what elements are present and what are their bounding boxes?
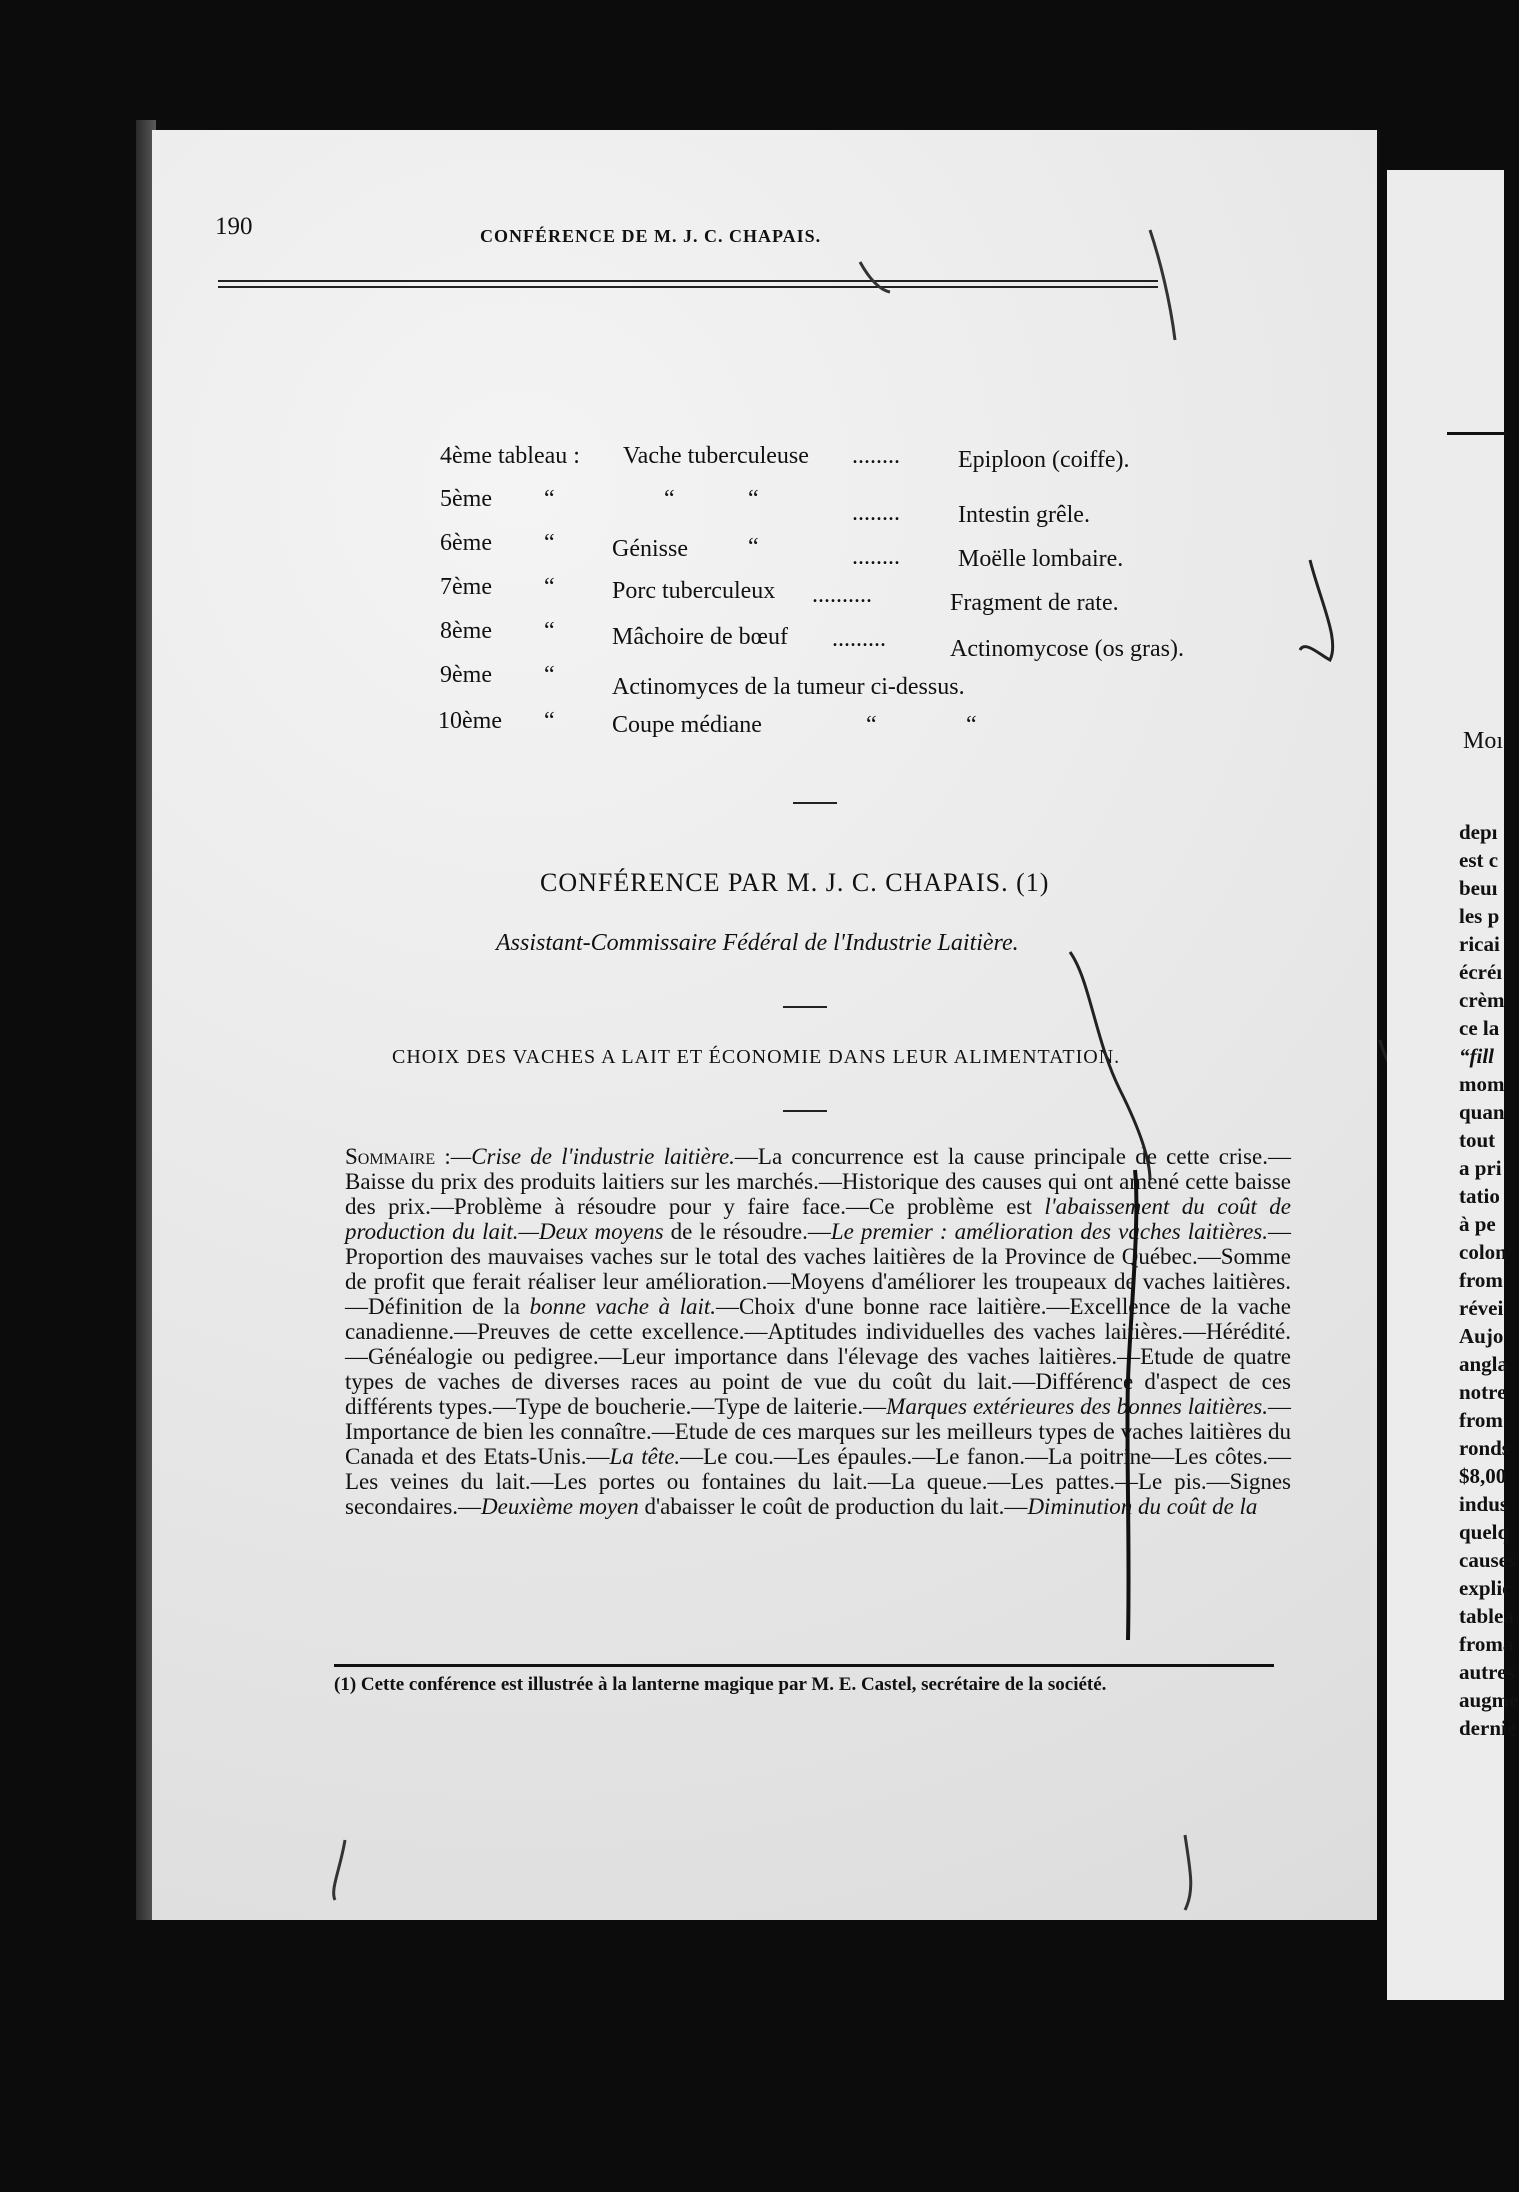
row-subject: Actinomyces de la tumeur ci-dessus. [612,674,965,700]
summary-segment: bonne vache à lait. [529,1294,717,1319]
facing-page-line: tout [1459,1128,1496,1152]
facing-page-line: ce la [1459,1016,1500,1040]
facing-page-line: colon [1459,1240,1507,1264]
facing-page-line: mom [1459,1072,1505,1096]
facing-page-line: angla [1459,1352,1509,1376]
facing-page-line: derniè [1459,1716,1517,1740]
row-subject: Coupe médiane [612,712,762,738]
row-ditto: “ [748,486,759,512]
summary-segment: —Importance de bien les connaître.—Etude de ces marques sur les meilleurs types de vaches laitières du Canada et des Etats-Unis.— [345,1394,1292,1469]
facing-page-line: les p [1459,904,1500,928]
row-leader: ........ [852,443,900,469]
row-subject: “ [664,486,675,512]
summary-segment: —Le cou.—Les épaules.—Le fanon.—La poitrine—Les côtes.—Les veines du lait.—Les portes ou fontaines du lait.—La queue.—Les pattes.—Le pis.—Signes secondaires.— [345,1444,1291,1519]
section-heading: CHOIX DES VACHES A LAIT ET ÉCONOMIE DANS LEUR ALIMENTATION. [392,1046,1121,1068]
facing-page-line: écréı [1459,960,1503,984]
summary-segment: d'abaisser le coût de production du lait.— [638,1494,1028,1519]
row-ordinal: 10ème [438,708,502,734]
row-ditto: “ [544,530,555,556]
row-subject: Mâchoire de bœuf [612,624,788,650]
row-ditto: “ [544,662,555,688]
pen-stroke [860,262,890,292]
row-subject: Vache tuberculeuse [623,443,809,469]
facing-page-line: from [1459,1268,1503,1292]
row-ordinal: 6ème [440,530,492,556]
facing-page [1387,170,1519,2000]
row-subject: Porc tuberculeux [612,578,776,604]
running-head: CONFÉRENCE DE M. J. C. CHAPAIS. [480,226,822,246]
facing-page-line: tablea [1459,1604,1514,1628]
facing-page-line: causes [1459,1548,1517,1572]
facing-page-line: from [1459,1408,1503,1432]
facing-page-line: Aujo [1459,1324,1504,1348]
summary-segment: —Choix d'une bonne race laitière.—Excellence de la vache canadienne.—Preuves de cette excellence.—Aptitudes individuelles des vaches laitières.—Hérédité.—Généalogie ou pedigree.—Leur importance dans l'élevage des vaches laitières.—Etude de quatre types de vaches de diverses races au point de vue du coût du lait.—Différence d'aspect de ces différents types.—Type de boucherie.—Type de laiterie.— [345,1294,1291,1419]
summary-segment: Le premier : amélioration des vaches laitières. [830,1219,1268,1244]
facing-page-rule [1447,432,1507,435]
facing-page-line: tatio [1459,1184,1500,1208]
facing-page-line: indus [1459,1492,1509,1516]
summary-segment: l'abaissement du coût de production du lait.—Deux moyens [345,1194,1291,1244]
facing-page-line: ricai [1459,932,1500,956]
row-subject: Génisse [612,536,688,562]
row-leader: ........ [852,544,900,570]
facing-page-line: autres [1459,1660,1515,1684]
pen-stroke [1300,560,1333,660]
facing-page-line: ronds [1459,1436,1510,1460]
pen-stroke [334,1840,345,1900]
page-number: 190 [215,213,253,240]
row-result: Actinomycose (os gras). [950,636,1184,662]
row-leader: ......... [832,626,886,652]
row-leader: ........ [852,500,900,526]
row-ordinal: 5ème [440,486,492,512]
facing-page-line: $8,00 [1459,1464,1507,1488]
row-result: Intestin grêle. [958,502,1090,528]
summary-lead: Sommaire : [345,1144,451,1169]
summary-segment: Marques extérieures des bonnes laitières. [886,1394,1269,1419]
row-ordinal: 7ème [440,574,492,600]
summary-segment: Diminution du coût de la [1027,1494,1258,1519]
facing-page-line: quan [1459,1100,1505,1124]
facing-page-line: est c [1459,848,1499,872]
row-ditto: “ [748,534,759,560]
row-ditto: “ [544,708,555,734]
section-subtitle: Assistant-Commissaire Fédéral de l'Industrie Laitière. [496,930,1019,956]
row-ditto: “ [544,618,555,644]
summary-segment: de le résoudre.— [663,1219,831,1244]
row-ditto: “ [544,486,555,512]
row-ditto: “ [866,712,877,738]
pen-stroke [1127,1170,1136,1640]
summary-segment: Deuxième moyen [481,1494,639,1519]
summary-segment: La tête. [609,1444,681,1469]
facing-page-line: froma [1459,1632,1514,1656]
summary-segment: —La concurrence est la cause principale de cette crise.—Baisse du prix des produits laitiers sur les marchés.—Historique des causes qui ont amené cette baisse des prix.—Problème à résoudre pour y faire face.—Ce problème est [345,1144,1291,1219]
row-result: Fragment de rate. [950,590,1119,616]
facing-page-line: à pe [1459,1212,1496,1236]
facing-page-line: depı [1459,820,1498,844]
facing-page-line: notre [1459,1380,1507,1404]
row-result: Epiploon (coiffe). [958,447,1130,473]
facing-page-line: “fill [1459,1044,1494,1068]
facing-page-line: révei [1459,1296,1504,1320]
footnote: (1) Cette conférence est illustrée à la lanterne magique par M. E. Castel, secrétaire de la société. [334,1674,1107,1695]
row-ditto: “ [544,574,555,600]
pen-stroke [1185,1835,1191,1910]
facing-page-line: quelq [1459,1520,1510,1544]
facing-page-line: a pri [1459,1156,1502,1180]
facing-page-title: Moı [1463,728,1504,754]
summary-segment: —Crise de l'industrie laitière. [450,1144,735,1169]
row-ordinal: 9ème [440,662,492,688]
row-ditto: “ [966,712,977,738]
section-title: CONFÉRENCE PAR M. J. C. CHAPAIS. (1) [540,868,1050,897]
pen-stroke [1150,230,1175,340]
row-ordinal: 4ème tableau : [440,443,580,469]
facing-page-line: crèm [1459,988,1505,1012]
row-leader: .......... [812,582,872,608]
facing-page-line: augme [1459,1688,1519,1712]
summary-segment: —Proportion des mauvaises vaches sur le total des vaches laitières de la Province de Québec.—Somme de profit que ferait réaliser leur amélioration.—Moyens d'améliorer les troupeaux de vaches laitières.—Définition de la [345,1219,1291,1319]
facing-page-line: beuı [1459,876,1498,900]
row-ordinal: 8ème [440,618,492,644]
pen-stroke [1070,952,1150,1180]
facing-page-line: explic [1459,1576,1512,1600]
row-result: Moëlle lombaire. [958,546,1124,572]
